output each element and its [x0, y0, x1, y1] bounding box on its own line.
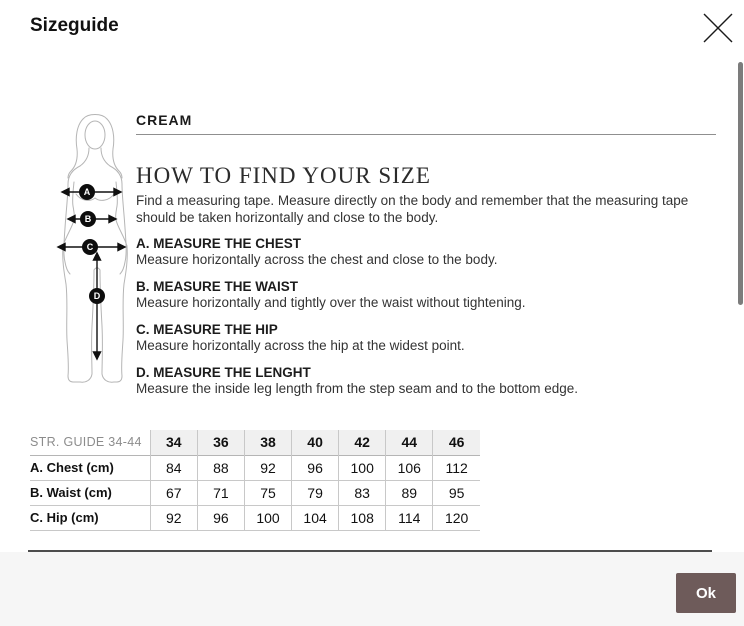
cell-value: 120	[433, 505, 480, 530]
size-table-container	[30, 430, 480, 531]
size-guide-label: STR. GUIDE 34-44	[30, 435, 142, 450]
chest-badge-letter: A	[83, 187, 91, 198]
section-text: Measure horizontally across the hip at the widest point.	[136, 338, 465, 353]
cell-value: 104	[292, 505, 339, 530]
close-icon	[700, 10, 736, 46]
brand-divider	[136, 134, 716, 135]
cell-value: 88	[197, 455, 244, 480]
table-row-hip	[30, 505, 480, 530]
size-column-header: 36	[197, 430, 244, 455]
cell-value: 83	[339, 480, 386, 505]
intro-text: Find a measuring tape. Measure directly on the body and remember that the measuring tape should be taken horizontally and close to the body.	[136, 193, 689, 225]
section-title: C. MEASURE THE HIP	[136, 322, 278, 337]
cell-value: 108	[339, 505, 386, 530]
body-figure-illustration	[52, 112, 142, 387]
cell-value: 100	[339, 455, 386, 480]
cell-value: 79	[292, 480, 339, 505]
measurement-figure	[52, 112, 142, 387]
how-to-find-size-heading: HOW TO FIND YOUR SIZE	[136, 163, 431, 188]
cell-value: 92	[150, 505, 197, 530]
cell-value: 75	[244, 480, 291, 505]
brand-name: CREAM	[136, 112, 193, 128]
section-measure-hip	[136, 322, 718, 354]
cell-value: 100	[244, 505, 291, 530]
hip-badge-letter: C	[86, 242, 94, 253]
cell-value: 84	[150, 455, 197, 480]
section-title: D. MEASURE THE LENGHT	[136, 365, 311, 380]
footer-divider	[28, 550, 712, 552]
cell-value: 67	[150, 480, 197, 505]
cell-value: 106	[386, 455, 433, 480]
cell-value: 89	[386, 480, 433, 505]
cell-value: 71	[197, 480, 244, 505]
section-measure-chest	[136, 236, 718, 268]
section-text: Measure horizontally and tightly over the waist without tightening.	[136, 295, 526, 310]
size-column-header: 34	[150, 430, 197, 455]
waist-badge-letter: B	[84, 214, 92, 225]
cell-value: 95	[433, 480, 480, 505]
section-measure-waist	[136, 279, 718, 311]
row-label: B. Waist (cm)	[30, 485, 112, 500]
table-row-waist	[30, 480, 480, 505]
section-measure-length	[136, 365, 718, 397]
size-table	[30, 430, 480, 531]
size-column-header: 44	[386, 430, 433, 455]
section-title: A. MEASURE THE CHEST	[136, 236, 302, 251]
length-badge-letter: D	[93, 291, 101, 302]
size-column-header: 42	[339, 430, 386, 455]
row-label: A. Chest (cm)	[30, 460, 114, 475]
section-title: B. MEASURE THE WAIST	[136, 279, 299, 294]
section-text: Measure the inside leg length from the step seam and to the bottom edge.	[136, 381, 579, 396]
close-button[interactable]	[700, 10, 736, 46]
size-column-header: 38	[244, 430, 291, 455]
cell-value: 96	[197, 505, 244, 530]
modal-title: Sizeguide	[30, 15, 119, 36]
ok-button[interactable]: Ok	[676, 573, 736, 613]
cell-value: 96	[292, 455, 339, 480]
section-text: Measure horizontally across the chest and close to the body.	[136, 252, 498, 267]
cell-value: 92	[244, 455, 291, 480]
row-label: C. Hip (cm)	[30, 510, 99, 525]
size-column-header: 46	[433, 430, 480, 455]
size-column-header: 40	[292, 430, 339, 455]
table-row-chest	[30, 455, 480, 480]
modal-footer	[0, 552, 744, 626]
scrollbar-thumb[interactable]	[738, 62, 743, 305]
cell-value: 112	[433, 455, 480, 480]
size-table-header-row	[30, 430, 480, 455]
cell-value: 114	[386, 505, 433, 530]
measurement-badges	[79, 184, 105, 304]
